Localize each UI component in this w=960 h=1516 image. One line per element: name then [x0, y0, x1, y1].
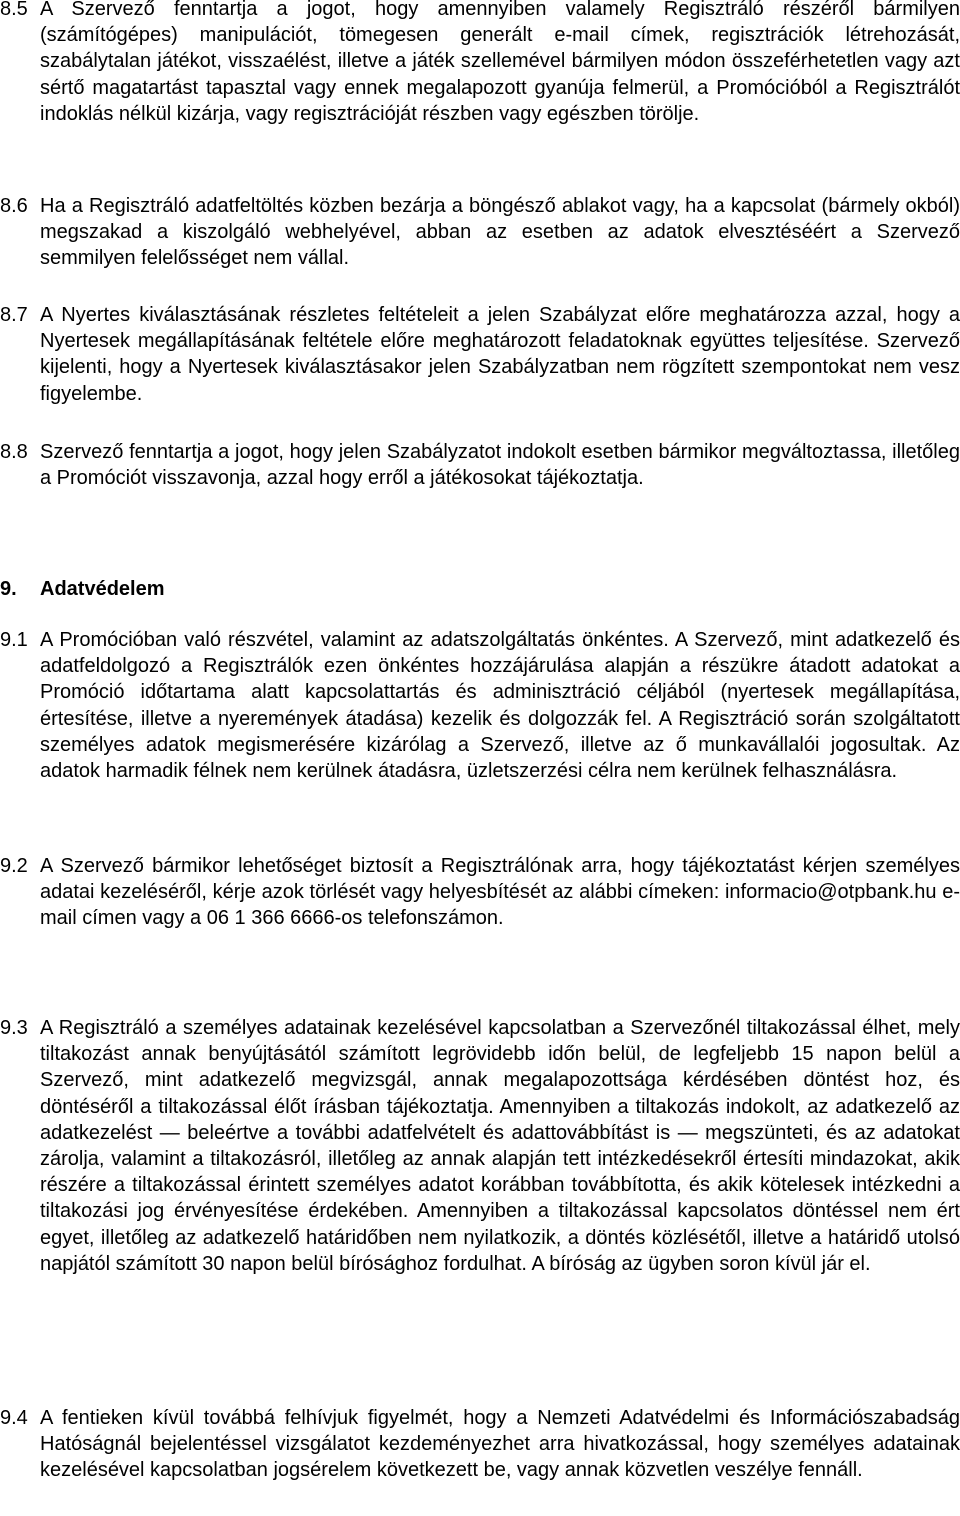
paragraph-number: 8.5 [0, 0, 28, 20]
heading-number: 9. [0, 578, 17, 600]
paragraph-text: A Nyertes kiválasztásának részletes feltételeit a jelen Szabályzat előre meghatározza azzal, hogy a Nyertesek megállapításának feltétele előre meghatározott feladatoknak együttes teljesítése. Szervező kijelenti, hogy a Nyertesek kiválasztásakor jelen Szabályzatban nem rögzített szempontokat nem vesz figyelembe. [40, 304, 960, 405]
paragraph-text: Szervező fenntartja a jogot, hogy jelen Szabályzatot indokolt esetben bármikor megváltoztassa, illetőleg a Promóciót visszavonja, azzal hogy erről a játékosokat tájékoztatja. [40, 441, 960, 490]
paragraph-text: A Szervező bármikor lehetőséget biztosít a Regisztrálónak arra, hogy tájékoztatást kérjen személyes adatai kezeléséről, kérje azok törlését vagy helyesbítését az alábbi címeken: informacio@otpbank.hu e-mail címen vagy a 06 1 366 6666-os telefonszámon. [40, 855, 960, 930]
paragraph-text: A Promócióban való részvétel, valamint az adatszolgáltatás önkéntes. A Szervező, mint adatkezelő és adatfeldolgozó a Regisztrálók ezen önkéntes hozzájárulása alapján a részükre átadott adatokat a Promóció időtartama alatt kapcsolattartás és adminisztráció céljából (nyertesek megállapítása, értesítése, illetve a nyeremények átadása) kezelik és dolgozzák fel. A Regisztráció során szolgáltatott személyes adatok megismerésére kizárólag a Szervező, illetve az ő munkavállalói jogosultak. Az adatok harmadik félnek nem kerülnek átadásra, üzletszerzési célra nem kerülnek felhasználásra. [40, 629, 960, 783]
paragraph-8-7 [0, 302, 960, 407]
section-heading-9 [0, 576, 960, 602]
paragraph-9-2 [0, 853, 960, 932]
paragraph-number: 8.7 [0, 304, 28, 326]
paragraph-8-6 [0, 193, 960, 272]
paragraph-number: 8.8 [0, 441, 28, 463]
heading-title: Adatvédelem [40, 578, 165, 600]
paragraph-number: 9.1 [0, 629, 28, 651]
paragraph-number: 9.3 [0, 1017, 28, 1039]
paragraph-text: Ha a Regisztráló adatfeltöltés közben bezárja a böngésző ablakot vagy, ha a kapcsolat (bármely okból) megszakad a kiszolgáló webhelyével, abban az esetben az adatok elvesztéséért a Szervező semmilyen felelősséget nem vállal. [40, 195, 960, 270]
paragraph-9-1 [0, 627, 960, 784]
paragraph-9-4 [0, 1405, 960, 1484]
paragraph-8-5 [0, 0, 960, 127]
paragraph-number: 9.2 [0, 855, 28, 877]
paragraph-text: A Regisztráló a személyes adatainak kezelésével kapcsolatban a Szervezőnél tiltakozással élhet, mely tiltakozást annak benyújtásától számított legrövidebb időn belül, de legfeljebb 15 napon belül a Szervező, mint adatkezelő megvizsgál, annak megalapozottsága kérdésében döntést hoz, és döntéséről a tiltakozással élőt írásban tájékoztatja. Amennyiben a tiltakozás indokolt, az adatkezelő az adatkezelést — beleértve a további adatfelvételt és adattovábbítást is — megszünteti, és az adatokat zárolja, valamint a tiltakozásról, illetőleg az annak alapján tett intézkedésekről értesíti mindazokat, akik részére a tiltakozással érintett személyes adatot korábban továbbította, és akik kötelesek intézkedni a tiltakozási jog érvényesítése érdekében. Amennyiben a tiltakozással kapcsolatos döntéssel nem ért egyet, illetőleg az adatkezelő határidőben nem nyilatkozik, a döntés közlésétől, illetve a határidő utolsó napjától számított 30 napon belül bírósághoz fordulhat. A bíróság az ügyben soron kívül jár el. [40, 1017, 960, 1275]
paragraph-number: 9.4 [0, 1407, 28, 1429]
paragraph-text: A fentieken kívül továbbá felhívjuk figyelmét, hogy a Nemzeti Adatvédelmi és Információszabadság Hatóságnál bejelentéssel vizsgálatot kezdeményezhet arra hivatkozással, hogy személyes adatainak kezelésével kapcsolatban jogsérelem következett be, vagy annak közvetlen veszélye fennáll. [40, 1407, 960, 1482]
paragraph-number: 8.6 [0, 195, 28, 217]
paragraph-text: A Szervező fenntartja a jogot, hogy amennyiben valamely Regisztráló részéről bármilyen (számítógépes) manipulációt, tömegesen generált e-mail címek, regisztrációk létrehozását, szabálytalan játékot, visszaélést, illetve a játék szellemével bármilyen módon összeférhetetlen vagy azt sértő magatartást tapasztal vagy ennek megalapozott gyanúja felmerül, a Promócióból a Regisztrálót indoklás nélkül kizárja, vagy regisztrációját részben vagy egészben törölje. [40, 0, 960, 125]
paragraph-9-3 [0, 1015, 960, 1277]
paragraph-8-8 [0, 439, 960, 491]
